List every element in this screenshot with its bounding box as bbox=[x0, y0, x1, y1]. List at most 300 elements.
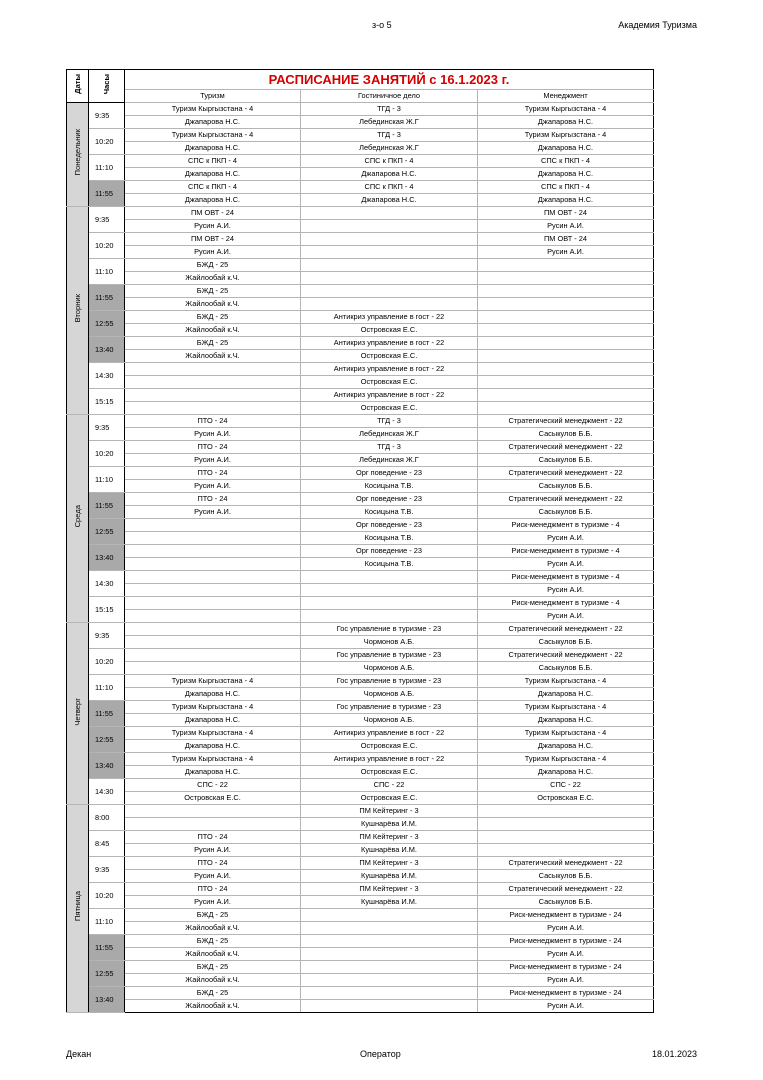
time-cell: 9:35 bbox=[89, 207, 125, 233]
table-row bbox=[67, 766, 654, 779]
hours-header bbox=[89, 70, 125, 103]
management-cell bbox=[478, 402, 654, 415]
hotel-cell: Кушнарёва И.М. bbox=[301, 818, 478, 831]
hotel-cell: ПМ Кейтеринг - 3 bbox=[301, 805, 478, 818]
management-cell: Русин А.И. bbox=[478, 246, 654, 259]
table-row bbox=[67, 597, 654, 610]
management-cell: Джапарова Н.С. bbox=[478, 740, 654, 753]
tourism-cell: ПТО - 24 bbox=[125, 441, 301, 454]
table-row bbox=[67, 883, 654, 896]
tourism-cell bbox=[125, 545, 301, 558]
hotel-cell: Гос управление в туризме - 23 bbox=[301, 649, 478, 662]
tourism-cell: Жайлообай к.Ч. bbox=[125, 350, 301, 363]
tourism-cell: ПТО - 24 bbox=[125, 467, 301, 480]
hours-header-label: Часы bbox=[101, 73, 111, 95]
time-cell: 8:00 bbox=[89, 805, 125, 831]
tourism-cell: ПМ ОВТ - 24 bbox=[125, 207, 301, 220]
table-row bbox=[67, 506, 654, 519]
tourism-cell: Туризм Кыргызстана - 4 bbox=[125, 701, 301, 714]
table-row bbox=[67, 285, 654, 298]
tourism-cell: Жайлообай к.Ч. bbox=[125, 922, 301, 935]
management-cell bbox=[478, 350, 654, 363]
time-cell: 12:55 bbox=[89, 727, 125, 753]
hotel-cell: Островская Е.С. bbox=[301, 324, 478, 337]
management-cell: Сасыкулов Б.Б. bbox=[478, 896, 654, 909]
tourism-cell bbox=[125, 636, 301, 649]
hotel-cell bbox=[301, 610, 478, 623]
management-cell: Джапарова Н.С. bbox=[478, 116, 654, 129]
tourism-cell: Туризм Кыргызстана - 4 bbox=[125, 727, 301, 740]
table-row bbox=[67, 454, 654, 467]
tourism-cell: БЖД - 25 bbox=[125, 285, 301, 298]
time-cell: 13:40 bbox=[89, 987, 125, 1013]
management-cell: Джапарова Н.С. bbox=[478, 194, 654, 207]
time-cell: 11:55 bbox=[89, 701, 125, 727]
tourism-cell bbox=[125, 571, 301, 584]
time-cell: 8:45 bbox=[89, 831, 125, 857]
time-cell: 14:30 bbox=[89, 363, 125, 389]
table-row bbox=[67, 298, 654, 311]
tourism-cell bbox=[125, 649, 301, 662]
hotel-cell: Чормонов А.Б. bbox=[301, 662, 478, 675]
day-cell bbox=[67, 805, 89, 1013]
hotel-cell: Чормонов А.Б. bbox=[301, 688, 478, 701]
tourism-cell bbox=[125, 818, 301, 831]
tourism-cell: ПТО - 24 bbox=[125, 857, 301, 870]
organization-name: Академия Туризма bbox=[618, 20, 697, 30]
table-row bbox=[67, 727, 654, 740]
hotel-cell bbox=[301, 571, 478, 584]
hotel-cell: Лебединская Ж.Г bbox=[301, 142, 478, 155]
management-cell: Сасыкулов Б.Б. bbox=[478, 428, 654, 441]
tourism-cell: БЖД - 25 bbox=[125, 935, 301, 948]
hotel-cell bbox=[301, 935, 478, 948]
table-row bbox=[67, 493, 654, 506]
footer-date: 18.01.2023 bbox=[651, 1049, 697, 1059]
hotel-cell: Гос управление в туризме - 23 bbox=[301, 701, 478, 714]
table-row bbox=[67, 584, 654, 597]
management-cell: Стратегический менеджмент - 22 bbox=[478, 649, 654, 662]
management-cell: Стратегический менеджмент - 22 bbox=[478, 623, 654, 636]
time-cell: 13:40 bbox=[89, 545, 125, 571]
time-cell: 10:20 bbox=[89, 441, 125, 467]
hotel-cell: Кушнарёва И.М. bbox=[301, 844, 478, 857]
table-row bbox=[67, 337, 654, 350]
time-cell: 11:10 bbox=[89, 155, 125, 181]
tourism-cell: ПТО - 24 bbox=[125, 883, 301, 896]
management-cell: Стратегический менеджмент - 22 bbox=[478, 441, 654, 454]
table-row bbox=[67, 571, 654, 584]
table-row bbox=[67, 701, 654, 714]
tourism-cell bbox=[125, 532, 301, 545]
hotel-cell: Кушнарёва И.М. bbox=[301, 896, 478, 909]
management-cell: Стратегический менеджмент - 22 bbox=[478, 493, 654, 506]
table-row bbox=[67, 389, 654, 402]
table-row bbox=[67, 909, 654, 922]
tourism-cell: БЖД - 25 bbox=[125, 961, 301, 974]
hotel-cell bbox=[301, 584, 478, 597]
hotel-cell: ТГД - 3 bbox=[301, 129, 478, 142]
table-row bbox=[67, 207, 654, 220]
table-row bbox=[67, 103, 654, 116]
table-row bbox=[67, 922, 654, 935]
management-cell bbox=[478, 337, 654, 350]
table-row bbox=[67, 519, 654, 532]
management-cell: Сасыкулов Б.Б. bbox=[478, 662, 654, 675]
tourism-cell: Островская Е.С. bbox=[125, 792, 301, 805]
hotel-cell bbox=[301, 909, 478, 922]
day-label: Вторник bbox=[72, 294, 82, 323]
hotel-cell: Островская Е.С. bbox=[301, 402, 478, 415]
table-row bbox=[67, 480, 654, 493]
management-cell: Риск-менеджмент в туризме - 24 bbox=[478, 961, 654, 974]
time-cell: 13:40 bbox=[89, 753, 125, 779]
day-cell bbox=[67, 623, 89, 805]
management-cell: Русин А.И. bbox=[478, 948, 654, 961]
day-cell bbox=[67, 415, 89, 623]
tourism-cell: Туризм Кыргызстана - 4 bbox=[125, 129, 301, 142]
hotel-cell: Лебединская Ж.Г bbox=[301, 116, 478, 129]
hotel-cell bbox=[301, 285, 478, 298]
tourism-cell: Туризм Кыргызстана - 4 bbox=[125, 103, 301, 116]
hotel-cell: Чормонов А.Б. bbox=[301, 714, 478, 727]
dates-header bbox=[67, 70, 89, 103]
table-row bbox=[67, 857, 654, 870]
tourism-cell bbox=[125, 610, 301, 623]
management-cell: Риск-менеджмент в туризме - 24 bbox=[478, 935, 654, 948]
time-cell: 11:55 bbox=[89, 493, 125, 519]
management-cell bbox=[478, 285, 654, 298]
tourism-cell: Русин А.И. bbox=[125, 506, 301, 519]
management-cell: Сасыкулов Б.Б. bbox=[478, 506, 654, 519]
time-cell: 12:55 bbox=[89, 311, 125, 337]
time-cell: 11:10 bbox=[89, 675, 125, 701]
table-row bbox=[67, 610, 654, 623]
management-cell: Риск-менеджмент в туризме - 24 bbox=[478, 987, 654, 1000]
hotel-cell: Кушнарёва И.М. bbox=[301, 870, 478, 883]
management-cell: Туризм Кыргызстана - 4 bbox=[478, 701, 654, 714]
table-row bbox=[67, 649, 654, 662]
column-header-hotel: Гостиничное дело bbox=[301, 90, 478, 103]
management-cell: Русин А.И. bbox=[478, 1000, 654, 1013]
table-row bbox=[67, 428, 654, 441]
table-row bbox=[67, 779, 654, 792]
management-cell: Стратегический менеджмент - 22 bbox=[478, 883, 654, 896]
hotel-cell: Косицына Т.В. bbox=[301, 480, 478, 493]
management-cell: Туризм Кыргызстана - 4 bbox=[478, 129, 654, 142]
management-cell: Джапарова Н.С. bbox=[478, 714, 654, 727]
table-row bbox=[67, 831, 654, 844]
time-cell: 9:35 bbox=[89, 857, 125, 883]
tourism-cell bbox=[125, 389, 301, 402]
management-cell: ПМ ОВТ - 24 bbox=[478, 207, 654, 220]
management-cell bbox=[478, 311, 654, 324]
table-row bbox=[67, 987, 654, 1000]
schedule-title: РАСПИСАНИЕ ЗАНЯТИЙ с 16.1.2023 г. bbox=[125, 70, 654, 90]
tourism-cell bbox=[125, 402, 301, 415]
table-row bbox=[67, 246, 654, 259]
hotel-cell: Островская Е.С. bbox=[301, 350, 478, 363]
table-row bbox=[67, 818, 654, 831]
time-cell: 11:55 bbox=[89, 285, 125, 311]
management-cell: СПС к ПКП - 4 bbox=[478, 181, 654, 194]
hotel-cell bbox=[301, 272, 478, 285]
hotel-cell: Орг поведение - 23 bbox=[301, 519, 478, 532]
day-label: Пятница bbox=[72, 891, 82, 922]
tourism-cell: БЖД - 25 bbox=[125, 987, 301, 1000]
hotel-cell: Островская Е.С. bbox=[301, 766, 478, 779]
tourism-cell: Русин А.И. bbox=[125, 428, 301, 441]
management-cell: Русин А.И. bbox=[478, 974, 654, 987]
hotel-cell bbox=[301, 922, 478, 935]
tourism-cell: Жайлообай к.Ч. bbox=[125, 948, 301, 961]
time-cell: 11:10 bbox=[89, 467, 125, 493]
management-cell: Джапарова Н.С. bbox=[478, 688, 654, 701]
management-cell: Сасыкулов Б.Б. bbox=[478, 870, 654, 883]
hotel-cell: Антикриз управление в гост - 22 bbox=[301, 389, 478, 402]
time-cell: 10:20 bbox=[89, 649, 125, 675]
table-row bbox=[67, 376, 654, 389]
tourism-cell: БЖД - 25 bbox=[125, 311, 301, 324]
tourism-cell: Джапарова Н.С. bbox=[125, 116, 301, 129]
time-cell: 10:20 bbox=[89, 129, 125, 155]
management-cell bbox=[478, 831, 654, 844]
table-row bbox=[67, 129, 654, 142]
table-row bbox=[67, 155, 654, 168]
footer-dean: Декан bbox=[66, 1049, 92, 1059]
hotel-cell bbox=[301, 298, 478, 311]
hotel-cell: Косицына Т.В. bbox=[301, 558, 478, 571]
table-row bbox=[67, 870, 654, 883]
table-row bbox=[67, 545, 654, 558]
hotel-cell: СПС к ПКП - 4 bbox=[301, 155, 478, 168]
tourism-cell: Жайлообай к.Ч. bbox=[125, 974, 301, 987]
management-cell: Сасыкулов Б.Б. bbox=[478, 636, 654, 649]
time-cell: 12:55 bbox=[89, 961, 125, 987]
time-cell: 11:55 bbox=[89, 181, 125, 207]
time-cell: 13:40 bbox=[89, 337, 125, 363]
tourism-cell: СПС - 22 bbox=[125, 779, 301, 792]
management-cell bbox=[478, 324, 654, 337]
management-cell: Сасыкулов Б.Б. bbox=[478, 454, 654, 467]
table-row bbox=[67, 363, 654, 376]
management-cell: Джапарова Н.С. bbox=[478, 766, 654, 779]
footer-operator: Оператор bbox=[360, 1049, 401, 1059]
table-row bbox=[67, 1000, 654, 1013]
time-cell: 15:15 bbox=[89, 389, 125, 415]
tourism-cell: Русин А.И. bbox=[125, 246, 301, 259]
hotel-cell: ПМ Кейтеринг - 3 bbox=[301, 883, 478, 896]
management-cell: Русин А.И. bbox=[478, 610, 654, 623]
table-row bbox=[67, 233, 654, 246]
tourism-cell: СПС к ПКП - 4 bbox=[125, 181, 301, 194]
time-cell: 11:10 bbox=[89, 909, 125, 935]
time-cell: 11:55 bbox=[89, 935, 125, 961]
tourism-cell: БЖД - 25 bbox=[125, 259, 301, 272]
table-row bbox=[67, 194, 654, 207]
management-cell bbox=[478, 259, 654, 272]
table-row bbox=[67, 961, 654, 974]
table-row bbox=[67, 415, 654, 428]
table-row bbox=[67, 948, 654, 961]
tourism-cell: Джапарова Н.С. bbox=[125, 688, 301, 701]
tourism-cell: Джапарова Н.С. bbox=[125, 142, 301, 155]
management-cell: Стратегический менеджмент - 22 bbox=[478, 857, 654, 870]
hotel-cell: Антикриз управление в гост - 22 bbox=[301, 363, 478, 376]
tourism-cell: Русин А.И. bbox=[125, 220, 301, 233]
management-cell: Туризм Кыргызстана - 4 bbox=[478, 727, 654, 740]
tourism-cell bbox=[125, 558, 301, 571]
tourism-cell: Русин А.И. bbox=[125, 844, 301, 857]
tourism-cell: Жайлообай к.Ч. bbox=[125, 1000, 301, 1013]
tourism-cell: Жайлообай к.Ч. bbox=[125, 298, 301, 311]
hotel-cell: Гос управление в туризме - 23 bbox=[301, 675, 478, 688]
table-row bbox=[67, 142, 654, 155]
time-cell: 9:35 bbox=[89, 623, 125, 649]
management-cell: Риск-менеджмент в туризме - 4 bbox=[478, 597, 654, 610]
table-row bbox=[67, 116, 654, 129]
hotel-cell: Джапарова Н.С. bbox=[301, 194, 478, 207]
management-cell: Русин А.И. bbox=[478, 922, 654, 935]
table-row bbox=[67, 753, 654, 766]
tourism-cell bbox=[125, 805, 301, 818]
tourism-cell: ПМ ОВТ - 24 bbox=[125, 233, 301, 246]
tourism-cell: Туризм Кыргызстана - 4 bbox=[125, 753, 301, 766]
table-row bbox=[67, 896, 654, 909]
management-cell: Туризм Кыргызстана - 4 bbox=[478, 753, 654, 766]
time-cell: 12:55 bbox=[89, 519, 125, 545]
hotel-cell: Антикриз управление в гост - 22 bbox=[301, 311, 478, 324]
table-row bbox=[67, 259, 654, 272]
management-cell: Стратегический менеджмент - 22 bbox=[478, 415, 654, 428]
table-row bbox=[67, 662, 654, 675]
table-row bbox=[67, 792, 654, 805]
table-row bbox=[67, 558, 654, 571]
tourism-cell: БЖД - 25 bbox=[125, 909, 301, 922]
hotel-cell: СПС к ПКП - 4 bbox=[301, 181, 478, 194]
tourism-cell bbox=[125, 597, 301, 610]
management-cell: Русин А.И. bbox=[478, 584, 654, 597]
day-label: Среда bbox=[72, 505, 82, 528]
hotel-cell: Антикриз управление в гост - 22 bbox=[301, 727, 478, 740]
tourism-cell: ПТО - 24 bbox=[125, 415, 301, 428]
hotel-cell: Островская Е.С. bbox=[301, 376, 478, 389]
hotel-cell: Орг поведение - 23 bbox=[301, 493, 478, 506]
page-number: з-о 5 bbox=[372, 20, 392, 30]
time-cell: 11:10 bbox=[89, 259, 125, 285]
table-row bbox=[67, 935, 654, 948]
hotel-cell bbox=[301, 974, 478, 987]
tourism-cell bbox=[125, 519, 301, 532]
hotel-cell: СПС - 22 bbox=[301, 779, 478, 792]
hotel-cell: Орг поведение - 23 bbox=[301, 545, 478, 558]
column-header-management: Менеджмент bbox=[478, 90, 654, 103]
tourism-cell: Туризм Кыргызстана - 4 bbox=[125, 675, 301, 688]
hotel-cell: Орг поведение - 23 bbox=[301, 467, 478, 480]
table-row bbox=[67, 740, 654, 753]
hotel-cell: ТГД - 3 bbox=[301, 103, 478, 116]
tourism-cell: Джапарова Н.С. bbox=[125, 766, 301, 779]
table-row bbox=[67, 272, 654, 285]
tourism-cell: Джапарова Н.С. bbox=[125, 740, 301, 753]
hotel-cell bbox=[301, 948, 478, 961]
schedule-table bbox=[66, 69, 654, 1013]
hotel-cell: Гос управление в туризме - 23 bbox=[301, 623, 478, 636]
management-cell: Туризм Кыргызстана - 4 bbox=[478, 675, 654, 688]
tourism-cell: Джапарова Н.С. bbox=[125, 194, 301, 207]
table-row bbox=[67, 532, 654, 545]
hotel-cell: Джапарова Н.С. bbox=[301, 168, 478, 181]
table-row bbox=[67, 168, 654, 181]
management-cell: Русин А.И. bbox=[478, 532, 654, 545]
tourism-cell: Джапарова Н.С. bbox=[125, 714, 301, 727]
table-row bbox=[67, 311, 654, 324]
day-cell bbox=[67, 103, 89, 207]
tourism-cell: Джапарова Н.С. bbox=[125, 168, 301, 181]
management-cell: Островская Е.С. bbox=[478, 792, 654, 805]
management-cell: Джапарова Н.С. bbox=[478, 168, 654, 181]
tourism-cell: ПТО - 24 bbox=[125, 493, 301, 506]
time-cell: 10:20 bbox=[89, 233, 125, 259]
hotel-cell bbox=[301, 220, 478, 233]
hotel-cell: Лебединская Ж.Г bbox=[301, 428, 478, 441]
hotel-cell: Антикриз управление в гост - 22 bbox=[301, 753, 478, 766]
tourism-cell: Жайлообай к.Ч. bbox=[125, 324, 301, 337]
table-row bbox=[67, 350, 654, 363]
management-cell bbox=[478, 389, 654, 402]
management-cell: Стратегический менеджмент - 22 bbox=[478, 467, 654, 480]
management-cell bbox=[478, 805, 654, 818]
hotel-cell: Косицына Т.В. bbox=[301, 532, 478, 545]
tourism-cell bbox=[125, 662, 301, 675]
management-cell bbox=[478, 298, 654, 311]
tourism-cell: СПС к ПКП - 4 bbox=[125, 155, 301, 168]
management-cell: Риск-менеджмент в туризме - 4 bbox=[478, 545, 654, 558]
tourism-cell: Русин А.И. bbox=[125, 480, 301, 493]
table-row bbox=[67, 324, 654, 337]
tourism-cell bbox=[125, 376, 301, 389]
hotel-cell bbox=[301, 597, 478, 610]
management-cell: Риск-менеджмент в туризме - 24 bbox=[478, 909, 654, 922]
tourism-cell bbox=[125, 584, 301, 597]
hotel-cell: ПМ Кейтеринг - 3 bbox=[301, 857, 478, 870]
hotel-cell: Островская Е.С. bbox=[301, 792, 478, 805]
hotel-cell bbox=[301, 259, 478, 272]
table-row bbox=[67, 675, 654, 688]
management-cell: СПС - 22 bbox=[478, 779, 654, 792]
management-cell: Русин А.И. bbox=[478, 558, 654, 571]
management-cell bbox=[478, 363, 654, 376]
hotel-cell: ТГД - 3 bbox=[301, 441, 478, 454]
table-row bbox=[67, 714, 654, 727]
management-cell: Риск-менеджмент в туризме - 4 bbox=[478, 519, 654, 532]
management-cell bbox=[478, 272, 654, 285]
hotel-cell bbox=[301, 987, 478, 1000]
table-row bbox=[67, 181, 654, 194]
hotel-cell: Чормонов А.Б. bbox=[301, 636, 478, 649]
hotel-cell bbox=[301, 961, 478, 974]
tourism-cell: Русин А.И. bbox=[125, 870, 301, 883]
management-cell: Сасыкулов Б.Б. bbox=[478, 480, 654, 493]
tourism-cell: ПТО - 24 bbox=[125, 831, 301, 844]
hotel-cell bbox=[301, 1000, 478, 1013]
table-row bbox=[67, 688, 654, 701]
hotel-cell: Антикриз управление в гост - 22 bbox=[301, 337, 478, 350]
management-cell: СПС к ПКП - 4 bbox=[478, 155, 654, 168]
dates-header-label: Даты bbox=[72, 74, 82, 94]
time-cell: 10:20 bbox=[89, 883, 125, 909]
day-label: Четверг bbox=[72, 697, 82, 726]
